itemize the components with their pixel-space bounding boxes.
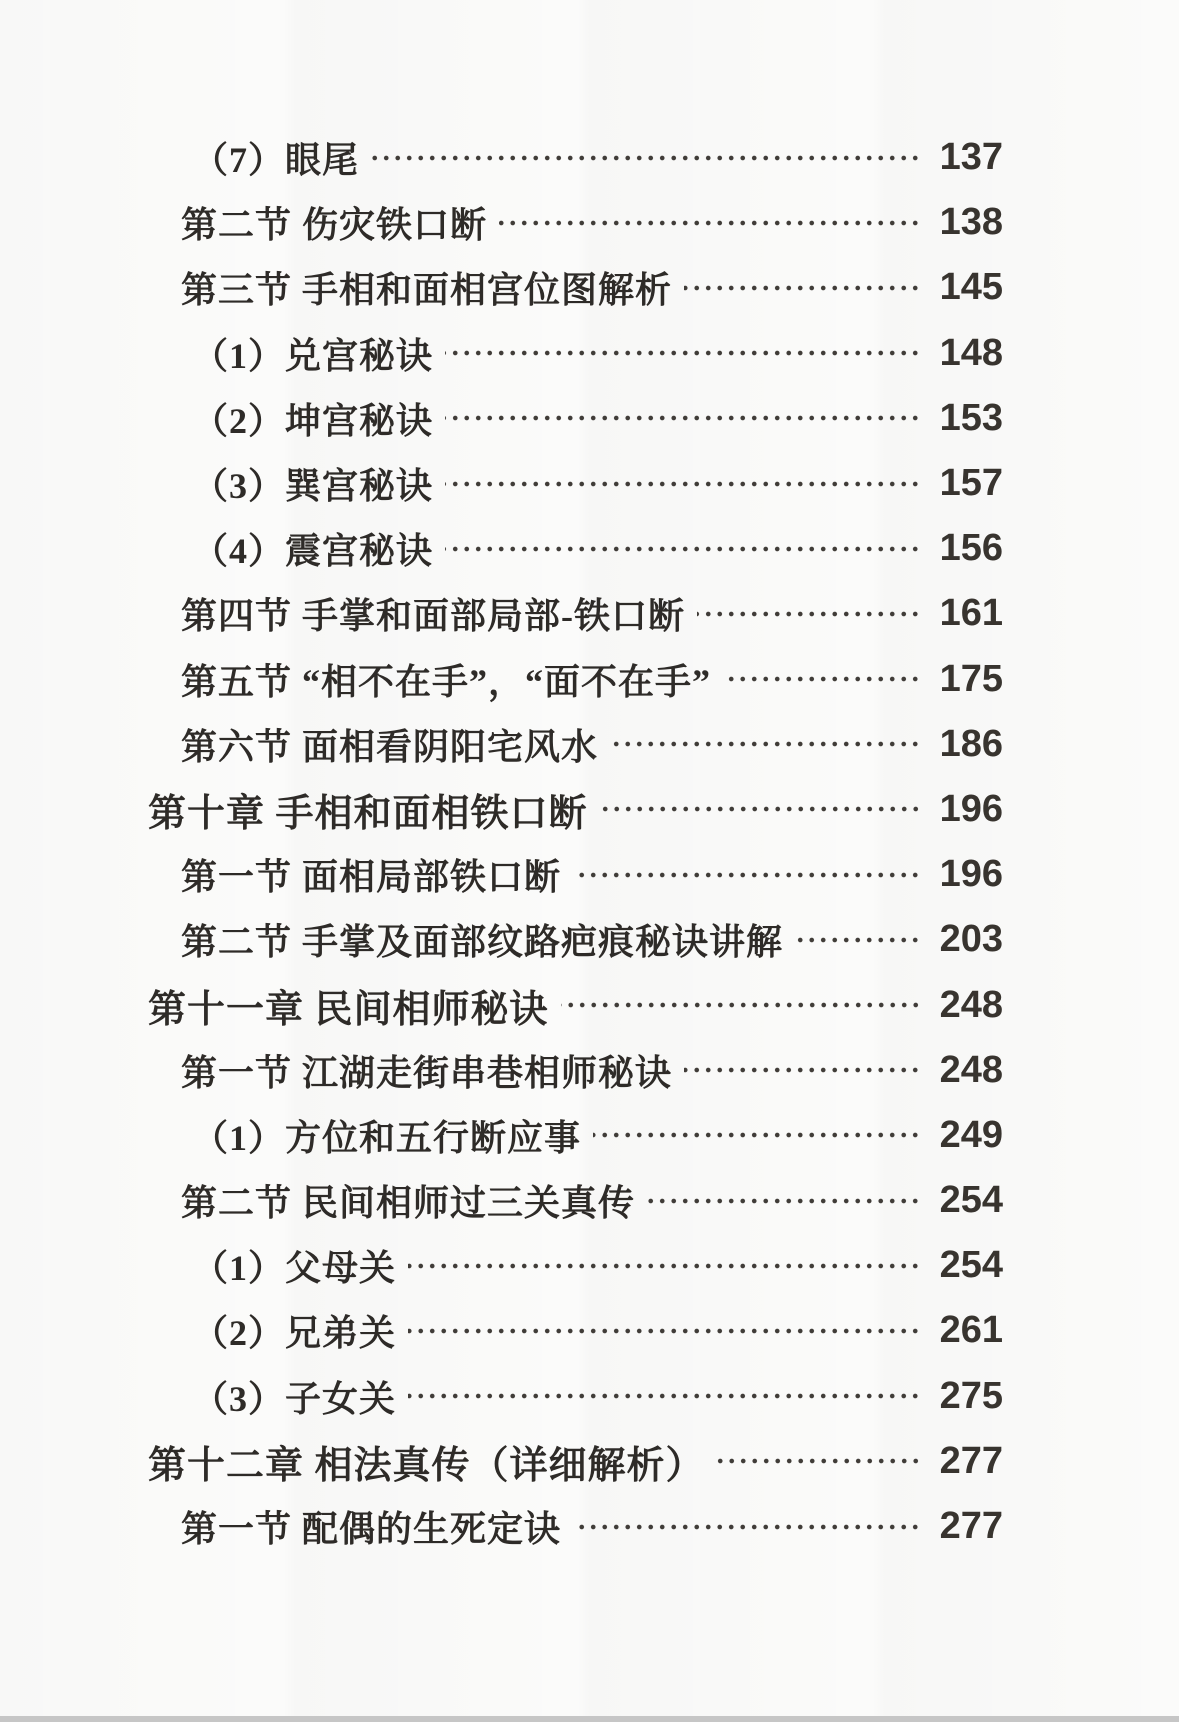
scan-edge-bottom — [0, 1716, 1179, 1722]
dot-leader — [593, 1132, 921, 1138]
dot-leader — [445, 350, 921, 356]
toc-entry-page-number: 196 — [939, 853, 1003, 896]
toc-entry-page-number: 157 — [939, 462, 1003, 505]
toc-entry-label: （2）坤宫秘诀 — [192, 400, 434, 441]
toc-entry-label: 第二节 手掌及面部纹路疤痕秘诀讲解 — [181, 922, 784, 963]
toc-entry-page-number: 254 — [939, 1179, 1003, 1222]
dot-leader — [723, 676, 921, 682]
toc-entry — [0, 842, 1179, 907]
toc-entry-page-number: 275 — [939, 1374, 1003, 1417]
dot-leader — [600, 806, 921, 812]
toc-entry-label: 第二节 伤灾铁口断 — [181, 205, 488, 246]
dot-leader — [717, 1458, 921, 1464]
toc-entry-label: （4）震宫秘诀 — [192, 531, 434, 572]
toc-entry-page-number: 161 — [939, 592, 1003, 635]
toc-entry-label: （3）子女关 — [192, 1378, 397, 1419]
toc-entry-page-number: 153 — [939, 396, 1003, 439]
toc-entry-page-number: 203 — [939, 918, 1003, 961]
toc-entry — [0, 321, 1179, 386]
toc-entry — [0, 125, 1179, 190]
toc-entry-label: （3）巽宫秘诀 — [192, 466, 434, 507]
dot-leader — [697, 611, 921, 617]
toc-entry-label: 第一节 配偶的生死定诀 — [181, 1509, 562, 1550]
dot-leader — [408, 1263, 921, 1269]
toc-entry-page-number: 156 — [939, 527, 1003, 570]
toc-entry — [0, 516, 1179, 581]
dot-leader — [371, 155, 921, 161]
toc-entry — [0, 1298, 1179, 1363]
toc-entry — [0, 712, 1179, 777]
toc-entry-page-number: 148 — [939, 331, 1003, 374]
toc-entry — [0, 777, 1179, 842]
toc-entry-page-number: 138 — [939, 201, 1003, 244]
dot-leader — [445, 546, 921, 552]
toc-entry — [0, 1364, 1179, 1429]
dot-leader — [610, 741, 921, 747]
toc-entry-label: 第三节 手相和面相宫位图解析 — [181, 270, 673, 311]
toc-entry-label: （1）父母关 — [192, 1248, 397, 1289]
toc-entry-page-number: 248 — [939, 983, 1003, 1026]
toc-entry — [0, 581, 1179, 646]
toc-entry-label: 第二节 民间相师过三关真传 — [181, 1183, 636, 1224]
toc-entry — [0, 1494, 1179, 1559]
toc-entry — [0, 647, 1179, 712]
toc-entry-page-number: 175 — [939, 657, 1003, 700]
toc-entry-page-number: 277 — [939, 1505, 1003, 1548]
toc-entry-label: 第十章 手相和面相铁口断 — [148, 792, 588, 835]
toc-entry — [0, 972, 1179, 1037]
dot-leader — [499, 220, 921, 226]
toc-entry-page-number: 249 — [939, 1113, 1003, 1156]
toc-entry — [0, 1168, 1179, 1233]
toc-entry-page-number: 248 — [939, 1048, 1003, 1091]
toc-entry — [0, 1429, 1179, 1494]
toc-entry-label: 第五节 “相不在手”，“面不在手” — [181, 661, 712, 702]
dot-leader — [408, 1393, 921, 1399]
toc-entry-label: 第十二章 相法真传（详细解析） — [148, 1444, 705, 1487]
toc-entry-page-number: 186 — [939, 722, 1003, 765]
dot-leader — [561, 1002, 921, 1008]
toc-entry-label: （1）兑宫秘诀 — [192, 335, 434, 376]
toc-entry-page-number: 137 — [939, 136, 1003, 179]
dot-leader — [573, 872, 921, 878]
toc-entry-label: 第一节 面相局部铁口断 — [181, 857, 562, 898]
toc-entry — [0, 451, 1179, 516]
toc-entry-label: （7）眼尾 — [192, 140, 360, 181]
dot-leader — [445, 415, 921, 421]
toc-entry-page-number: 277 — [939, 1439, 1003, 1482]
toc-entry — [0, 190, 1179, 255]
dot-leader — [795, 937, 921, 943]
toc-entry-page-number: 145 — [939, 266, 1003, 309]
dot-leader — [445, 481, 921, 487]
dot-leader — [684, 1067, 921, 1073]
toc-entry-page-number: 254 — [939, 1244, 1003, 1287]
dot-leader — [573, 1524, 921, 1530]
dot-leader — [647, 1198, 921, 1204]
toc-entry — [0, 907, 1179, 972]
toc-entry — [0, 1103, 1179, 1168]
toc-entry-label: 第四节 手掌和面部局部-铁口断 — [181, 596, 685, 637]
toc-entry-page-number: 261 — [939, 1309, 1003, 1352]
table-of-contents — [0, 125, 1179, 1559]
toc-entry — [0, 386, 1179, 451]
toc-entry-page-number: 196 — [939, 787, 1003, 830]
toc-entry-label: （2）兄弟关 — [192, 1313, 397, 1354]
toc-entry-label: 第六节 面相看阴阳宅风水 — [181, 726, 599, 767]
dot-leader — [684, 285, 921, 291]
toc-entry-label: （1）方位和五行断应事 — [192, 1117, 582, 1158]
toc-entry — [0, 255, 1179, 320]
toc-entry-label: 第一节 江湖走街串巷相师秘诀 — [181, 1052, 673, 1093]
dot-leader — [408, 1328, 921, 1334]
toc-entry-label: 第十一章 民间相师秘诀 — [148, 988, 549, 1031]
toc-entry — [0, 1038, 1179, 1103]
toc-entry — [0, 1233, 1179, 1298]
